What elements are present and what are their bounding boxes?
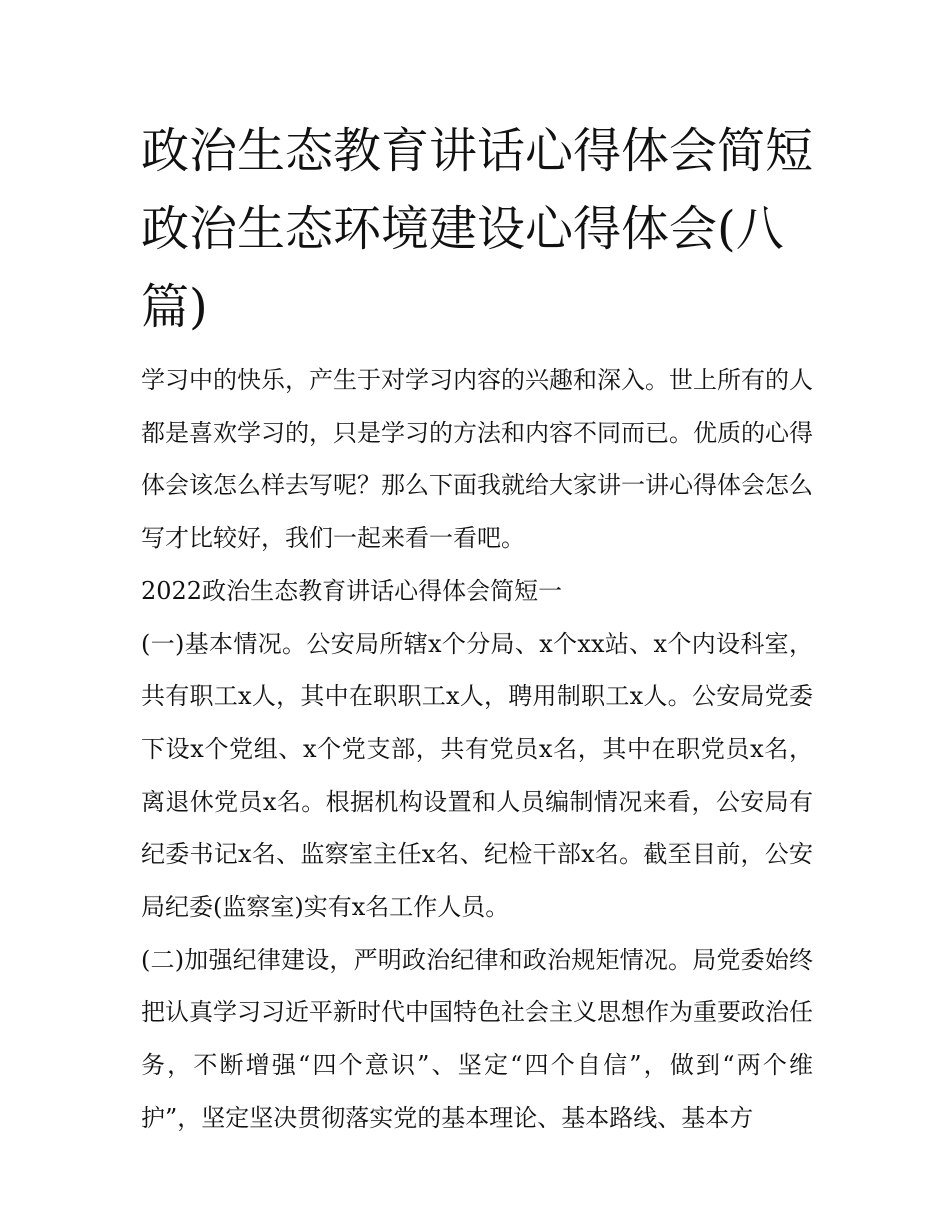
basic-situation-paragraph: (一)基本情况。公安局所辖x个分局、x个xx站、x个内设科室，共有职工x人，其中在职职工x人，聘用制职工x人。公安局党委下设x个党组、x个党支部，共有党员x名，其中在职党员x名，离退休党员x名。根据机构设置和人员编制情况来看，公安局有纪委书记x名、监察室主任x名、纪检干部x名。截至目前，公安局纪委(监察室)实有x名工作人员。 [141,629,813,922]
title-part-2: 政治生态环境建设心得体会(八篇) [141,201,784,335]
section-heading: 2022政治生态教育讲话心得体会简短一 [141,576,563,605]
discipline-paragraph: (二)加强纪律建设，严明政治纪律和政治规矩情况。局党委始终把认真学习习近平新时代中国特色社会主义思想作为重要政治任务，不断增强“四个意识”、坚定“四个自信”，做到“两个维护”，坚定坚决贯彻落实党的基本理论、基本路线、基本方 [141,945,813,1132]
title-part-1: 政治生态教育讲话心得体会简短 [141,123,814,179]
document-title [141,112,813,346]
document-content [141,112,813,1145]
document-body [141,354,813,1145]
intro-paragraph: 学习中的快乐，产生于对学习内容的兴趣和深入。世上所有的人都是喜欢学习的，只是学习的方法和内容不同而已。优质的心得体会该怎么样去写呢？那么下面我就给大家讲一讲心得体会怎么写才比较好，我们一起来看一看吧。 [141,366,813,553]
